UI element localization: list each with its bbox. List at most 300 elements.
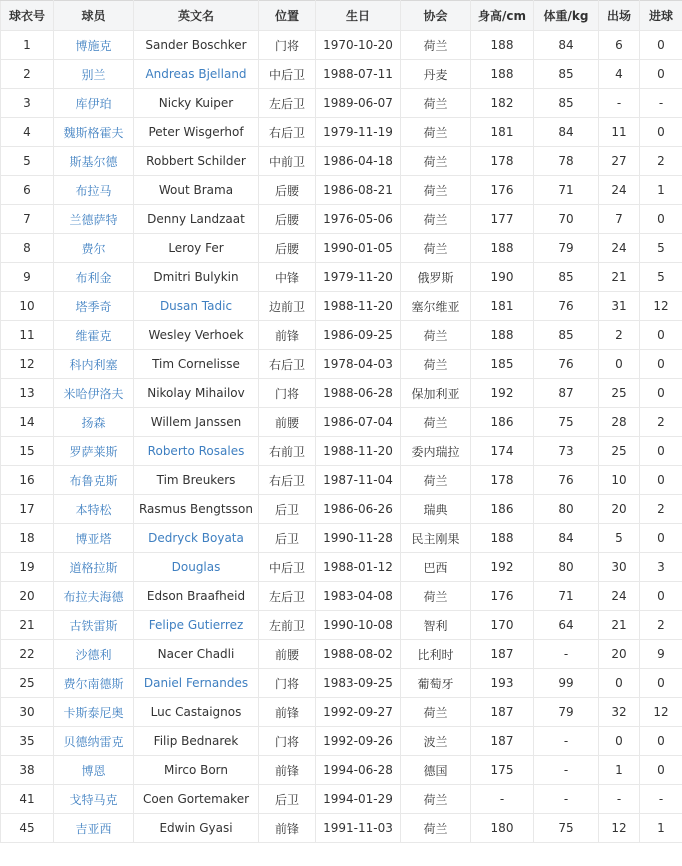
cell-text-goals: 0 — [657, 589, 665, 603]
cell-number — [1, 553, 54, 582]
cell-appearances — [599, 147, 640, 176]
cell-association — [401, 205, 471, 234]
table-row — [1, 31, 682, 60]
cell-text-name_en: Edson Braafheid — [146, 589, 246, 603]
table-row — [1, 60, 682, 89]
cell-text-association: 民主刚果 — [411, 531, 460, 546]
cell-text-position: 右前卫 — [268, 444, 305, 459]
cell-appearances — [599, 553, 640, 582]
table-row — [1, 234, 682, 263]
cell-text-appearances: 7 — [615, 212, 623, 226]
cell-association — [401, 408, 471, 437]
player-link-name_cn[interactable]: 库伊珀 — [75, 96, 112, 111]
table-body — [1, 31, 682, 843]
cell-appearances — [599, 379, 640, 408]
cell-text-birthday: 1986-06-26 — [323, 502, 393, 516]
cell-text-position: 门将 — [274, 38, 299, 53]
cell-name_cn — [54, 350, 134, 379]
cell-text-association: 荷兰 — [423, 473, 448, 488]
table-row — [1, 147, 682, 176]
cell-text-name_en: Leroy Fer — [168, 241, 224, 255]
cell-text-birthday: 1979-11-20 — [323, 270, 393, 284]
cell-text-birthday: 1970-10-20 — [323, 38, 393, 52]
cell-text-birthday: 1988-08-02 — [323, 647, 393, 661]
cell-name_en — [134, 611, 259, 640]
cell-name_en — [134, 147, 259, 176]
player-link-name_cn[interactable]: 布利金 — [75, 270, 112, 285]
cell-text-number: 1 — [23, 38, 31, 52]
table-row — [1, 669, 682, 698]
cell-text-birthday: 1988-06-28 — [323, 386, 393, 400]
cell-name_cn — [54, 379, 134, 408]
cell-name_en — [134, 350, 259, 379]
cell-text-association: 荷兰 — [423, 38, 448, 53]
cell-position — [259, 727, 316, 756]
player-link-name_cn[interactable]: 布拉马 — [75, 183, 112, 198]
cell-appearances — [599, 408, 640, 437]
cell-text-appearances: 20 — [611, 502, 627, 516]
cell-text-number: 14 — [19, 415, 35, 429]
cell-association — [401, 437, 471, 466]
cell-text-association: 荷兰 — [423, 183, 448, 198]
cell-text-weight: 85 — [558, 270, 574, 284]
cell-text-number: 13 — [19, 386, 35, 400]
player-link-name_en[interactable]: Daniel Fernandes — [143, 676, 249, 690]
cell-name_en — [134, 524, 259, 553]
cell-text-goals: 0 — [657, 444, 665, 458]
cell-name_en — [134, 756, 259, 785]
cell-text-association: 荷兰 — [423, 96, 448, 111]
table-row — [1, 350, 682, 379]
cell-text-weight: 84 — [558, 38, 574, 52]
cell-name_cn — [54, 727, 134, 756]
cell-text-number: 3 — [23, 96, 31, 110]
cell-goals — [640, 31, 682, 60]
cell-text-appearances: 25 — [611, 386, 627, 400]
cell-text-name_en: Filip Bednarek — [153, 734, 239, 748]
cell-birthday — [316, 524, 401, 553]
cell-height — [471, 611, 534, 640]
cell-text-number: 20 — [19, 589, 35, 603]
player-link-name_cn[interactable]: 费尔南德斯 — [63, 676, 124, 691]
cell-text-appearances: 25 — [611, 444, 627, 458]
cell-appearances — [599, 118, 640, 147]
player-link-name_cn[interactable]: 魏斯格霍夫 — [63, 125, 124, 140]
cell-height — [471, 785, 534, 814]
cell-weight — [534, 785, 599, 814]
column-header-position: 位置 — [259, 1, 316, 31]
table-row — [1, 205, 682, 234]
player-link-name_en[interactable]: Douglas — [171, 560, 221, 574]
player-link-name_cn[interactable]: 沙德利 — [75, 647, 112, 662]
cell-text-height: 188 — [490, 67, 514, 81]
cell-text-height: 178 — [490, 154, 514, 168]
cell-birthday — [316, 669, 401, 698]
cell-text-height: 190 — [490, 270, 514, 284]
cell-text-birthday: 1986-08-21 — [323, 183, 393, 197]
cell-text-appearances: 4 — [615, 67, 623, 81]
cell-text-weight: 75 — [558, 415, 574, 429]
cell-birthday — [316, 89, 401, 118]
cell-height — [471, 31, 534, 60]
cell-name_en — [134, 321, 259, 350]
cell-position — [259, 582, 316, 611]
player-link-name_en[interactable]: Andreas Bjelland — [145, 67, 247, 81]
table-row — [1, 379, 682, 408]
cell-name_en — [134, 379, 259, 408]
cell-name_en — [134, 698, 259, 727]
cell-text-association: 巴西 — [423, 560, 448, 575]
table-row — [1, 640, 682, 669]
cell-text-goals: 0 — [657, 38, 665, 52]
player-link-name_cn[interactable]: 维霍克 — [75, 328, 112, 343]
cell-text-goals: 0 — [657, 676, 665, 690]
cell-number — [1, 234, 54, 263]
cell-position — [259, 495, 316, 524]
cell-number — [1, 31, 54, 60]
cell-text-height: 182 — [490, 96, 514, 110]
cell-text-position: 左后卫 — [268, 96, 305, 111]
cell-text-weight: 85 — [558, 96, 574, 110]
cell-text-name_en: Wout Brama — [158, 183, 234, 197]
player-link-name_cn[interactable]: 布鲁克斯 — [69, 473, 118, 488]
cell-height — [471, 727, 534, 756]
cell-text-goals: 1 — [657, 183, 665, 197]
cell-text-appearances: 0 — [615, 357, 623, 371]
cell-text-goals: 3 — [657, 560, 665, 574]
cell-goals — [640, 437, 682, 466]
cell-association — [401, 553, 471, 582]
cell-text-association: 德国 — [423, 763, 448, 778]
cell-text-birthday: 1989-06-07 — [323, 96, 393, 110]
cell-text-birthday: 1988-11-20 — [323, 444, 393, 458]
cell-text-weight: 80 — [558, 502, 574, 516]
cell-text-appearances: 32 — [611, 705, 627, 719]
player-link-name_cn[interactable]: 古铁雷斯 — [69, 618, 118, 633]
player-link-name_cn[interactable]: 斯基尔德 — [69, 154, 118, 169]
cell-name_en — [134, 89, 259, 118]
cell-text-number: 16 — [19, 473, 35, 487]
cell-birthday — [316, 756, 401, 785]
cell-weight — [534, 350, 599, 379]
cell-name_en — [134, 727, 259, 756]
cell-number — [1, 118, 54, 147]
cell-name_en — [134, 785, 259, 814]
cell-appearances — [599, 466, 640, 495]
cell-name_cn — [54, 118, 134, 147]
column-header-association: 协会 — [401, 1, 471, 31]
player-link-name_en[interactable]: Roberto Rosales — [147, 444, 245, 458]
cell-name_en — [134, 118, 259, 147]
player-link-name_cn[interactable]: 科内利塞 — [69, 357, 118, 372]
player-link-name_cn[interactable]: 费尔 — [81, 241, 106, 256]
player-link-name_cn[interactable]: 戈特马克 — [69, 792, 118, 807]
cell-birthday — [316, 60, 401, 89]
cell-text-association: 委内瑞拉 — [411, 444, 460, 459]
cell-birthday — [316, 147, 401, 176]
cell-birthday — [316, 408, 401, 437]
cell-birthday — [316, 234, 401, 263]
cell-text-appearances: 5 — [615, 531, 623, 545]
cell-text-goals: 0 — [657, 67, 665, 81]
column-header-weight: 体重/kg — [534, 1, 599, 31]
cell-text-number: 18 — [19, 531, 35, 545]
cell-text-position: 后腰 — [274, 183, 299, 198]
cell-text-association: 荷兰 — [423, 125, 448, 140]
player-link-name_cn[interactable]: 博亚塔 — [75, 531, 112, 546]
player-link-name_cn[interactable]: 博施克 — [75, 38, 112, 53]
cell-height — [471, 205, 534, 234]
cell-text-goals: - — [658, 96, 664, 110]
cell-height — [471, 524, 534, 553]
table-row — [1, 118, 682, 147]
player-link-name_cn[interactable]: 米哈伊洛夫 — [63, 386, 124, 401]
cell-number — [1, 147, 54, 176]
cell-text-number: 21 — [19, 618, 35, 632]
table-row — [1, 437, 682, 466]
cell-weight — [534, 582, 599, 611]
cell-height — [471, 350, 534, 379]
cell-name_en — [134, 553, 259, 582]
cell-weight — [534, 234, 599, 263]
cell-number — [1, 814, 54, 843]
cell-text-number: 8 — [23, 241, 31, 255]
cell-association — [401, 495, 471, 524]
cell-goals — [640, 118, 682, 147]
cell-text-appearances: - — [616, 96, 622, 110]
cell-appearances — [599, 698, 640, 727]
cell-text-number: 10 — [19, 299, 35, 313]
cell-text-name_en: Tim Cornelisse — [152, 357, 240, 371]
cell-name_cn — [54, 814, 134, 843]
cell-position — [259, 60, 316, 89]
cell-text-goals: 12 — [653, 705, 669, 719]
cell-text-height: 170 — [490, 618, 514, 632]
cell-appearances — [599, 756, 640, 785]
cell-text-association: 波兰 — [423, 734, 448, 749]
cell-text-number: 9 — [23, 270, 31, 284]
cell-goals — [640, 292, 682, 321]
cell-goals — [640, 263, 682, 292]
cell-text-appearances: 21 — [611, 618, 627, 632]
cell-text-appearances: 0 — [615, 676, 623, 690]
cell-height — [471, 698, 534, 727]
cell-number — [1, 408, 54, 437]
cell-text-number: 19 — [19, 560, 35, 574]
cell-text-association: 荷兰 — [423, 415, 448, 430]
cell-text-height: 186 — [490, 415, 514, 429]
cell-position — [259, 611, 316, 640]
table-row — [1, 495, 682, 524]
cell-text-number: 15 — [19, 444, 35, 458]
cell-number — [1, 466, 54, 495]
cell-birthday — [316, 205, 401, 234]
cell-association — [401, 524, 471, 553]
table-row — [1, 553, 682, 582]
table-row — [1, 611, 682, 640]
player-link-name_en[interactable]: Dusan Tadic — [159, 299, 233, 313]
cell-text-height: 187 — [490, 734, 514, 748]
cell-text-weight: 76 — [558, 299, 574, 313]
cell-text-birthday: 1987-11-04 — [323, 473, 393, 487]
cell-goals — [640, 350, 682, 379]
cell-position — [259, 176, 316, 205]
cell-text-weight: 79 — [558, 705, 574, 719]
cell-text-association: 俄罗斯 — [417, 270, 454, 285]
cell-text-weight: - — [563, 734, 569, 748]
player-link-name_cn[interactable]: 别兰 — [81, 67, 106, 82]
player-link-name_cn[interactable]: 卡斯泰尼奥 — [63, 705, 124, 720]
cell-appearances — [599, 582, 640, 611]
cell-text-weight: 85 — [558, 328, 574, 342]
table-row — [1, 89, 682, 118]
cell-position — [259, 379, 316, 408]
cell-name_cn — [54, 147, 134, 176]
cell-goals — [640, 60, 682, 89]
cell-text-number: 5 — [23, 154, 31, 168]
cell-birthday — [316, 263, 401, 292]
cell-text-height: 188 — [490, 38, 514, 52]
cell-text-birthday: 1986-09-25 — [323, 328, 393, 342]
player-link-name_en[interactable]: Felipe Gutierrez — [148, 618, 244, 632]
cell-name_en — [134, 205, 259, 234]
cell-text-appearances: 24 — [611, 183, 627, 197]
cell-position — [259, 640, 316, 669]
cell-text-weight: 76 — [558, 357, 574, 371]
cell-name_cn — [54, 756, 134, 785]
cell-number — [1, 582, 54, 611]
cell-text-height: 174 — [490, 444, 514, 458]
header-row — [1, 1, 682, 31]
cell-text-association: 保加利亚 — [411, 386, 460, 401]
cell-name_cn — [54, 31, 134, 60]
cell-weight — [534, 292, 599, 321]
cell-name_en — [134, 408, 259, 437]
cell-association — [401, 582, 471, 611]
cell-appearances — [599, 669, 640, 698]
cell-appearances — [599, 60, 640, 89]
cell-text-birthday: 1994-06-28 — [323, 763, 393, 777]
cell-goals — [640, 205, 682, 234]
cell-text-position: 前锋 — [274, 821, 299, 836]
player-link-name_cn[interactable]: 道格拉斯 — [69, 560, 118, 575]
cell-number — [1, 669, 54, 698]
table-row — [1, 756, 682, 785]
player-link-name_cn[interactable]: 扬森 — [81, 415, 106, 430]
cell-text-association: 荷兰 — [423, 705, 448, 720]
cell-text-number: 7 — [23, 212, 31, 226]
column-header-goals: 进球 — [640, 1, 682, 31]
player-link-name_cn[interactable]: 贝德纳雷克 — [63, 734, 124, 749]
cell-text-goals: 0 — [657, 212, 665, 226]
cell-goals — [640, 640, 682, 669]
cell-association — [401, 292, 471, 321]
player-link-name_cn[interactable]: 吉亚西 — [75, 821, 112, 836]
cell-text-association: 荷兰 — [423, 357, 448, 372]
cell-association — [401, 611, 471, 640]
cell-text-goals: 2 — [657, 502, 665, 516]
cell-text-name_en: Sander Boschker — [145, 38, 247, 52]
cell-text-number: 45 — [19, 821, 35, 835]
cell-name_cn — [54, 785, 134, 814]
player-link-name_cn[interactable]: 本特松 — [75, 502, 112, 517]
cell-weight — [534, 814, 599, 843]
cell-text-name_en: Willem Janssen — [150, 415, 242, 429]
player-link-name_en[interactable]: Dedryck Boyata — [148, 531, 244, 545]
cell-goals — [640, 495, 682, 524]
cell-association — [401, 466, 471, 495]
player-link-name_cn[interactable]: 博恩 — [81, 763, 106, 778]
cell-height — [471, 234, 534, 263]
cell-weight — [534, 669, 599, 698]
cell-association — [401, 60, 471, 89]
cell-weight — [534, 176, 599, 205]
cell-position — [259, 89, 316, 118]
cell-association — [401, 89, 471, 118]
player-link-name_cn[interactable]: 布拉夫海德 — [63, 589, 124, 604]
cell-text-name_en: Peter Wisgerhof — [148, 125, 244, 139]
cell-position — [259, 785, 316, 814]
cell-association — [401, 321, 471, 350]
cell-height — [471, 321, 534, 350]
cell-text-position: 门将 — [274, 734, 299, 749]
cell-position — [259, 234, 316, 263]
cell-text-appearances: 1 — [615, 763, 623, 777]
cell-birthday — [316, 785, 401, 814]
cell-position — [259, 118, 316, 147]
cell-name_cn — [54, 553, 134, 582]
cell-text-goals: 0 — [657, 328, 665, 342]
cell-birthday — [316, 118, 401, 147]
cell-height — [471, 147, 534, 176]
cell-position — [259, 147, 316, 176]
cell-text-position: 中后卫 — [268, 67, 305, 82]
cell-association — [401, 785, 471, 814]
cell-text-appearances: 27 — [611, 154, 627, 168]
player-link-name_cn[interactable]: 兰德萨特 — [69, 212, 118, 227]
cell-weight — [534, 60, 599, 89]
cell-height — [471, 669, 534, 698]
cell-text-goals: 2 — [657, 415, 665, 429]
player-link-name_cn[interactable]: 罗萨莱斯 — [69, 444, 118, 459]
cell-weight — [534, 263, 599, 292]
cell-text-appearances: 28 — [611, 415, 627, 429]
cell-height — [471, 89, 534, 118]
cell-text-height: 187 — [490, 647, 514, 661]
cell-association — [401, 118, 471, 147]
cell-number — [1, 611, 54, 640]
cell-text-height: 187 — [490, 705, 514, 719]
cell-text-association: 塞尔维亚 — [411, 299, 460, 314]
cell-text-goals: 9 — [657, 647, 665, 661]
cell-name_cn — [54, 408, 134, 437]
cell-name_en — [134, 669, 259, 698]
cell-goals — [640, 669, 682, 698]
table-row — [1, 321, 682, 350]
cell-text-association: 智利 — [423, 618, 448, 633]
cell-birthday — [316, 437, 401, 466]
cell-text-appearances: 30 — [611, 560, 627, 574]
cell-text-position: 前锋 — [274, 763, 299, 778]
cell-number — [1, 640, 54, 669]
cell-text-association: 荷兰 — [423, 589, 448, 604]
table-row — [1, 176, 682, 205]
cell-text-position: 边前卫 — [268, 299, 305, 314]
cell-weight — [534, 31, 599, 60]
table-row — [1, 582, 682, 611]
player-link-name_cn[interactable]: 塔季奇 — [75, 299, 112, 314]
cell-name_cn — [54, 582, 134, 611]
